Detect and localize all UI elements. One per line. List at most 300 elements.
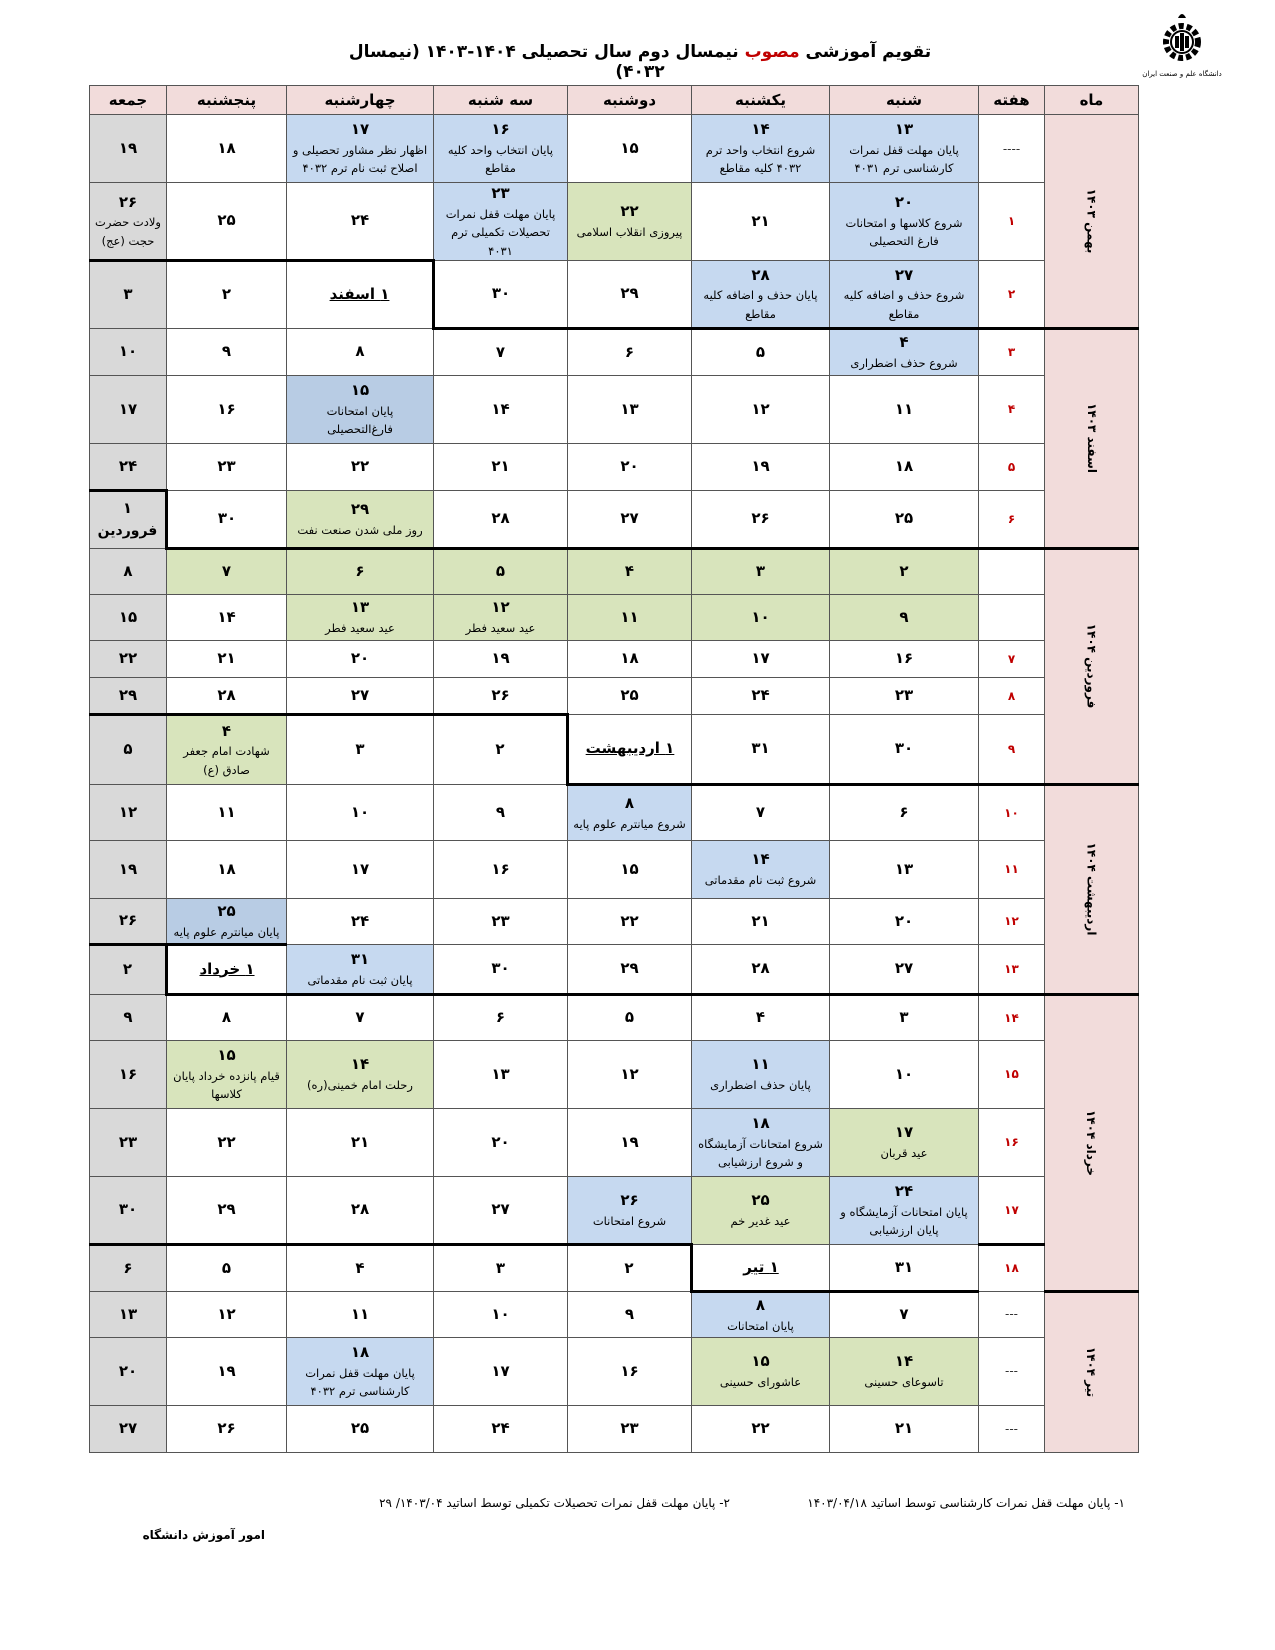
event-note: پایان امتحانات فارغ‌التحصیلی [326, 403, 394, 437]
day-number: ۱ تیر [743, 1257, 779, 1276]
day-number: ۲۸ [350, 1200, 370, 1219]
day-number: ۱۶ [620, 1361, 639, 1380]
day-cell-wed [287, 944, 434, 994]
day-cell-tue [434, 840, 568, 898]
page-title: تقویم آموزشی مصوب نیمسال دوم سال تحصیلی ۱۴۰۴-۱۴۰۳ (نیمسال ۴۰۳۲) [348, 42, 932, 82]
day-cell-wed [287, 115, 434, 183]
day-number: ۷ [355, 1008, 365, 1027]
day-number: ۲۴ [491, 1419, 510, 1438]
day-number: ۲۳ [118, 1132, 138, 1151]
day-cell-wed [287, 677, 434, 714]
day-cell-wed [287, 840, 434, 898]
day-number: ۱۷ [350, 120, 370, 139]
event-note: پیروزی انقلاب اسلامی [576, 225, 683, 240]
day-cell-sat [830, 784, 979, 840]
day-number: ۱۵ [217, 1046, 236, 1065]
day-cell-thu [167, 944, 287, 994]
academic-calendar-table [89, 85, 1139, 1453]
header-week: هفته [979, 86, 1045, 115]
day-cell-sat [830, 1291, 979, 1337]
day-number: ۴ [755, 1008, 766, 1027]
day-number: ۲۴ [350, 911, 370, 930]
month-name: اردیبهشت ۱۴۰۴ [1084, 842, 1099, 936]
event-note: عید سعید فطر [465, 621, 536, 636]
day-number: ۲۱ [751, 911, 770, 930]
calendar-row [90, 1405, 1139, 1452]
event-note: روز ملی شدن صنعت نفت [297, 522, 423, 537]
day-cell-tue [434, 490, 568, 548]
day-cell-wed [287, 640, 434, 677]
day-cell-mon [568, 328, 692, 375]
day-cell-mon [568, 1108, 692, 1176]
week-number: ۱۲ [979, 898, 1045, 944]
day-cell-fri [90, 784, 167, 840]
month-label [1045, 548, 1139, 784]
day-cell-fri [90, 490, 167, 548]
day-number: ۱۸ [894, 457, 914, 476]
day-cell-fri [90, 1337, 167, 1405]
week-number: ۱۵ [979, 1040, 1045, 1108]
day-cell-mon [568, 115, 692, 183]
day-cell-sat [830, 1176, 979, 1244]
day-cell-sun [692, 994, 830, 1040]
event-note: پایان امتحانات آزمایشگاه و پایان ارزشیابی [840, 1204, 968, 1238]
event-note: پایان امتحانات [727, 1318, 794, 1333]
day-number: ۱۱ [751, 1055, 770, 1074]
day-cell-sun [692, 944, 830, 994]
month-name: خرداد ۱۴۰۴ [1084, 1109, 1099, 1176]
event-note: پایان حذف و اضافه کلیه مقاطع [703, 288, 818, 321]
day-cell-tue [434, 1176, 568, 1244]
day-cell-thu [167, 1040, 287, 1108]
day-number: ۱۲ [491, 598, 510, 617]
day-cell-wed [287, 548, 434, 594]
day-cell-thu [167, 677, 287, 714]
event-note: شروع امتحانات آزمایشگاه و شروع ارزشیابی [698, 1136, 823, 1170]
day-number: ۷ [899, 1305, 909, 1324]
day-cell-thu [167, 840, 287, 898]
footnote-2: ۲- پایان مهلت قفل نمرات تحصیلات تکمیلی توسط اساتید ۱۴۰۳/۰۴/ ۲۹ [379, 1496, 730, 1510]
day-number: ۱۳ [118, 1304, 138, 1323]
day-cell-sun [692, 1108, 830, 1176]
day-cell-fri [90, 1176, 167, 1244]
day-cell-wed [287, 1291, 434, 1337]
day-cell-sat [830, 183, 979, 261]
day-cell-thu [167, 714, 287, 784]
day-number: ۲۷ [894, 265, 914, 284]
day-number: ۲۳ [620, 1419, 639, 1438]
day-cell-sat [830, 840, 979, 898]
svg-text:دانشگاه علم و صنعت ایران: دانشگاه علم و صنعت ایران [1142, 70, 1222, 78]
day-cell-sun [692, 784, 830, 840]
calendar-row [90, 1291, 1139, 1337]
day-cell-fri [90, 898, 167, 944]
month-name: اسفند ۱۴۰۳ [1084, 403, 1099, 474]
day-cell-wed [287, 898, 434, 944]
day-cell-thu [167, 1291, 287, 1337]
week-number: ۲ [979, 260, 1045, 328]
day-number: ۲۷ [491, 1200, 510, 1219]
day-number: ۲۱ [350, 1132, 370, 1151]
week-number: ۱۸ [979, 1244, 1045, 1291]
day-cell-tue [434, 714, 568, 784]
day-cell-tue [434, 944, 568, 994]
day-cell-sun [692, 375, 830, 443]
day-cell-tue [434, 548, 568, 594]
day-cell-wed [287, 784, 434, 840]
day-cell-mon [568, 714, 692, 784]
day-number: ۴ [221, 721, 232, 740]
day-number: ۱۶ [491, 120, 510, 139]
day-number: ۳۱ [894, 1257, 914, 1276]
day-number: ۸ [355, 342, 365, 361]
day-cell-thu [167, 548, 287, 594]
day-cell-thu [167, 640, 287, 677]
day-cell-fri [90, 115, 167, 183]
day-cell-tue [434, 898, 568, 944]
event-note: پایان حذف اضطراری [710, 1078, 811, 1093]
week-number: ۳ [979, 328, 1045, 375]
day-number: ۱۵ [620, 138, 639, 157]
day-cell-fri [90, 1244, 167, 1291]
day-cell-sun [692, 490, 830, 548]
day-number: ۲۰ [620, 457, 639, 476]
day-cell-tue [434, 1108, 568, 1176]
week-number: ---- [979, 115, 1045, 183]
calendar-row [90, 375, 1139, 443]
day-cell-sat [830, 548, 979, 594]
day-cell-mon [568, 1040, 692, 1108]
day-cell-sun [692, 328, 830, 375]
calendar-row [90, 840, 1139, 898]
day-cell-sat [830, 115, 979, 183]
day-number: ۲۷ [118, 1419, 138, 1438]
day-number: ۲ [624, 1258, 634, 1277]
day-number: ۲۳ [894, 686, 914, 705]
event-note: عید غدیر خم [730, 1214, 791, 1229]
week-number: ۱۱ [979, 840, 1045, 898]
office-signature: امور آموزش دانشگاه [142, 1528, 265, 1542]
calendar-row [90, 898, 1139, 944]
day-number: ۲۶ [118, 192, 138, 211]
month-label [1045, 994, 1139, 1291]
day-cell-wed [287, 375, 434, 443]
day-cell-wed [287, 183, 434, 261]
day-cell-tue [434, 375, 568, 443]
calendar-row [90, 548, 1139, 594]
month-name: فروردین ۱۴۰۴ [1084, 624, 1099, 709]
day-number: ۲۸ [751, 959, 770, 978]
event-note: عید سعید فطر [325, 621, 395, 636]
day-cell-sun [692, 840, 830, 898]
day-cell-thu [167, 375, 287, 443]
day-number: ۱۹ [118, 138, 138, 157]
day-cell-wed [287, 1176, 434, 1244]
day-cell-sun [692, 714, 830, 784]
day-number: ۱۸ [350, 1343, 370, 1362]
day-cell-sat [830, 260, 979, 328]
day-number: ۱۸ [620, 649, 639, 668]
day-cell-sun [692, 640, 830, 677]
event-note: پایان مهلت قفل نمرات کارشناسی ترم ۴۰۳۲ [305, 1365, 415, 1399]
university-logo [1140, 14, 1224, 84]
day-cell-sat [830, 594, 979, 640]
day-number: ۱۰ [491, 1304, 510, 1323]
day-number: ۵ [221, 1258, 232, 1277]
day-number: ۵ [495, 562, 506, 581]
day-cell-tue [434, 115, 568, 183]
day-number: ۸ [221, 1008, 232, 1027]
event-note: قیام پانزده خرداد پایان کلاسها [173, 1068, 280, 1102]
calendar-row [90, 784, 1139, 840]
calendar-row [90, 1040, 1139, 1108]
day-cell-fri [90, 594, 167, 640]
day-cell-fri [90, 994, 167, 1040]
day-cell-thu [167, 443, 287, 490]
day-number: ۲۷ [350, 685, 370, 704]
day-number: ۲۹ [620, 284, 639, 303]
day-cell-sun [692, 260, 830, 328]
day-number: ۱۴ [491, 399, 510, 418]
day-number: ۱۱ [350, 1304, 370, 1323]
day-cell-tue [434, 1291, 568, 1337]
day-cell-mon [568, 594, 692, 640]
day-number: ۲ [899, 562, 909, 581]
day-number: ۷ [495, 342, 506, 361]
calendar-row [90, 260, 1139, 328]
day-number: ۳ [123, 285, 133, 304]
day-number: ۲۶ [491, 685, 510, 704]
day-number: ۱۶ [491, 859, 510, 878]
day-cell-mon [568, 994, 692, 1040]
day-cell-sat [830, 1405, 979, 1452]
week-number: ۶ [979, 490, 1045, 548]
day-number: ۲۱ [491, 457, 510, 476]
day-number: ۹ [495, 802, 506, 821]
day-number: ۱۸ [217, 138, 236, 157]
day-cell-tue [434, 1337, 568, 1405]
week-number: ۱۳ [979, 944, 1045, 994]
event-note: تاسوعای حسینی [864, 1375, 944, 1390]
day-number: ۱۳ [894, 120, 914, 139]
day-cell-fri [90, 714, 167, 784]
day-cell-fri [90, 260, 167, 328]
day-number: ۲۲ [118, 649, 138, 668]
header-tuesday: سه شنبه [434, 86, 568, 115]
day-cell-thu [167, 1337, 287, 1405]
day-number: ۲۰ [118, 1361, 138, 1380]
day-cell-wed [287, 1244, 434, 1291]
event-note: عید قربان [880, 1146, 928, 1161]
header-friday: جمعه [90, 86, 167, 115]
day-number: ۱ اسفند [329, 285, 390, 304]
day-number: ۱۰ [350, 802, 370, 821]
header-row [90, 86, 1139, 115]
day-cell-sat [830, 375, 979, 443]
day-cell-mon [568, 898, 692, 944]
day-number: ۲۸ [491, 509, 510, 528]
day-number: ۳۰ [491, 284, 511, 303]
day-number: ۲ [122, 960, 133, 979]
day-number: ۲۲ [620, 202, 639, 221]
day-cell-mon [568, 1291, 692, 1337]
week-number: ۱۷ [979, 1176, 1045, 1244]
event-note: ولادت حضرت حجت (عج) [95, 215, 161, 248]
event-note: پایان میانترم علوم پایه [173, 924, 280, 939]
event-note: فروردین [97, 522, 158, 539]
calendar-row [90, 328, 1139, 375]
day-cell-thu [167, 183, 287, 261]
day-cell-thu [167, 1108, 287, 1176]
day-cell-thu [167, 1405, 287, 1452]
day-cell-mon [568, 784, 692, 840]
day-cell-fri [90, 1405, 167, 1452]
day-number: ۱۲ [620, 1064, 639, 1083]
calendar-row [90, 1337, 1139, 1405]
day-cell-wed [287, 1405, 434, 1452]
day-number: ۱۴ [894, 1352, 914, 1371]
day-cell-sun [692, 183, 830, 261]
day-number: ۲۹ [118, 685, 138, 704]
day-cell-thu [167, 115, 287, 183]
day-number: ۱ [122, 498, 133, 517]
day-number: ۲۳ [217, 457, 236, 476]
day-number: ۳ [355, 740, 365, 759]
day-number: ۶ [123, 1258, 133, 1277]
day-cell-thu [167, 898, 287, 944]
day-cell-wed [287, 994, 434, 1040]
day-number: ۴ [355, 1258, 365, 1277]
day-cell-mon [568, 1176, 692, 1244]
day-number: ۲ [495, 740, 505, 759]
day-number: ۲۴ [118, 456, 138, 475]
day-number: ۱۳ [491, 1064, 510, 1083]
day-cell-sat [830, 640, 979, 677]
event-note: شروع حذف و اضافه کلیه مقاطع [843, 288, 965, 321]
day-cell-mon [568, 1337, 692, 1405]
day-cell-sun [692, 898, 830, 944]
day-cell-tue [434, 260, 568, 328]
day-number: ۱۵ [751, 1352, 770, 1371]
event-note: شروع ثبت نام مقدماتی [704, 873, 817, 888]
day-number: ۲۸ [217, 685, 236, 704]
day-number: ۲۵ [894, 509, 914, 528]
calendar-row [90, 490, 1139, 548]
day-cell-sun [692, 1405, 830, 1452]
day-number: ۱۳ [620, 399, 639, 418]
day-cell-wed [287, 260, 434, 328]
day-number: ۳ [899, 1008, 909, 1027]
day-cell-sat [830, 328, 979, 375]
day-number: ۳۰ [491, 959, 510, 978]
day-number: ۲۹ [620, 959, 639, 978]
calendar-row [90, 115, 1139, 183]
day-number: ۲۲ [350, 457, 370, 476]
day-cell-sat [830, 898, 979, 944]
day-cell-tue [434, 784, 568, 840]
event-note: عاشورای حسینی [719, 1375, 802, 1390]
day-cell-sun [692, 1040, 830, 1108]
calendar-row [90, 443, 1139, 490]
day-number: ۶ [899, 803, 909, 822]
day-number: ۱۰ [118, 342, 138, 361]
month-name: بهمن ۱۴۰۳ [1084, 188, 1099, 254]
day-cell-mon [568, 944, 692, 994]
day-number: ۲۰ [894, 193, 914, 212]
day-number: ۵ [123, 740, 133, 759]
week-number: ۱ [979, 183, 1045, 261]
day-number: ۳۱ [751, 739, 770, 758]
week-number: ۹ [979, 714, 1045, 784]
day-number: ۸ [123, 561, 133, 580]
day-number: ۹ [221, 342, 232, 361]
header-monday: دوشنبه [568, 86, 692, 115]
month-label [1045, 115, 1139, 329]
week-number: ۵ [979, 443, 1045, 490]
day-cell-sun [692, 1337, 830, 1405]
day-cell-tue [434, 640, 568, 677]
day-number: ۲۰ [894, 911, 914, 930]
day-number: ۷ [755, 803, 766, 822]
week-number: ۴ [979, 375, 1045, 443]
day-number: ۳۰ [118, 1200, 138, 1219]
week-number: ۱۰ [979, 784, 1045, 840]
day-number: ۲۳ [491, 911, 510, 930]
day-cell-sat [830, 490, 979, 548]
day-number: ۱۴ [751, 850, 770, 869]
month-name: تیر ۱۴۰۴ [1084, 1347, 1099, 1398]
calendar-row [90, 944, 1139, 994]
day-cell-tue [434, 328, 568, 375]
day-cell-fri [90, 1040, 167, 1108]
day-cell-fri [90, 548, 167, 594]
event-note: شروع انتخاب واحد ترم ۴۰۳۲ کلیه مقاطع [705, 142, 816, 176]
day-number: ۷ [221, 562, 232, 581]
day-number: ۱۱ [894, 399, 914, 418]
day-number: ۱۲ [118, 802, 138, 821]
day-number: ۸ [755, 1295, 766, 1314]
day-cell-sun [692, 1176, 830, 1244]
day-number: ۲۵ [620, 686, 639, 705]
day-cell-fri [90, 840, 167, 898]
day-number: ۱۲ [217, 1304, 236, 1323]
day-cell-thu [167, 1244, 287, 1291]
day-number: ۱۴ [350, 1055, 370, 1074]
day-cell-tue [434, 677, 568, 714]
week-number: ۷ [979, 640, 1045, 677]
day-cell-thu [167, 260, 287, 328]
day-number: ۱۲ [751, 399, 770, 418]
day-cell-sun [692, 594, 830, 640]
day-number: ۱۸ [217, 859, 236, 878]
day-number: ۳۱ [350, 949, 370, 968]
day-number: ۲۲ [620, 911, 639, 930]
day-cell-sat [830, 994, 979, 1040]
day-cell-mon [568, 490, 692, 548]
day-number: ۲۶ [620, 1190, 639, 1209]
day-cell-sat [830, 1244, 979, 1291]
day-number: ۲۶ [118, 911, 138, 930]
day-number: ۲۸ [751, 265, 770, 284]
day-number: ۱۵ [118, 607, 138, 626]
day-number: ۲۱ [217, 649, 236, 668]
day-number: ۱۹ [491, 649, 510, 668]
day-cell-wed [287, 1040, 434, 1108]
week-number: ۱۶ [979, 1108, 1045, 1176]
day-number: ۱۳ [894, 859, 914, 878]
calendar-row [90, 1108, 1139, 1176]
day-number: ۲۷ [620, 509, 639, 528]
